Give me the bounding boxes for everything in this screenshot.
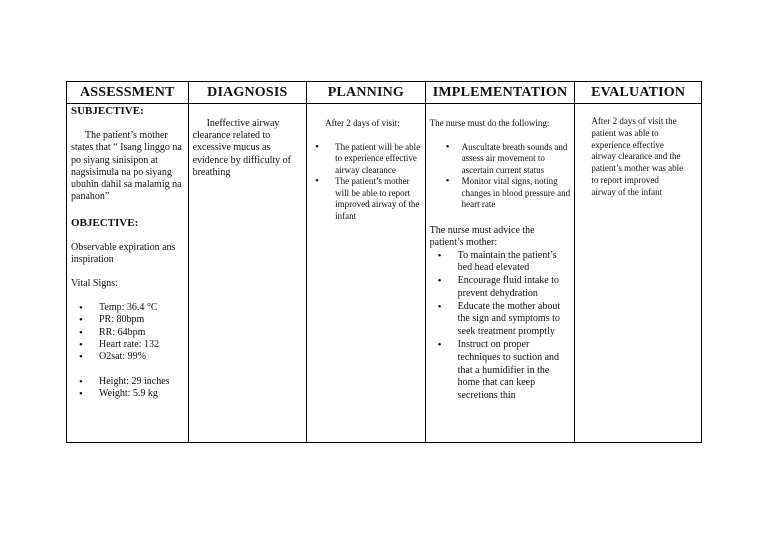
advice-item: • Instruct on proper techniques to suction and that a humidifier in the home that can keep secretions thin — [430, 339, 571, 403]
vital-heart-rate: • Heart rate: 132 — [71, 339, 184, 351]
vital-temp: • Temp: 36.4 °C — [71, 302, 184, 314]
measurement-weight: • Weight: 5.9 kg — [71, 388, 184, 400]
header-planning: PLANNING — [307, 82, 426, 104]
planning-intro: After 2 days of visit: — [325, 118, 400, 128]
assessment-cell — [67, 104, 189, 443]
content-row — [67, 104, 702, 443]
planning-cell — [307, 104, 426, 443]
vital-pr: • PR: 80bpm — [71, 314, 184, 326]
header-diagnosis: DIAGNOSIS — [188, 82, 307, 104]
header-assessment: ASSESSMENT — [67, 82, 189, 104]
diagnosis-cell — [188, 104, 307, 443]
implementation-cell — [425, 104, 575, 443]
subjective-label: SUBJECTIVE: — [71, 105, 144, 117]
advice-item: • Educate the mother about the sign and symptoms to seek treatment promptly — [430, 301, 571, 339]
header-row — [67, 82, 702, 104]
subjective-text: The patient’s mother states that “ Isang linggo na po siyang sinisipon at nagsisimula na po siyang ubuhin dahil sa malamig na panahon” — [71, 130, 182, 203]
advice-list — [430, 250, 571, 404]
implementation-intro: The nurse must do the following: — [429, 118, 550, 128]
planning-goal: • The patient will be able to experience effective airway clearance — [307, 142, 421, 177]
planning-goals-list — [307, 142, 421, 223]
vital-o2sat: • O2sat: 99% — [71, 351, 184, 363]
care-plan-table — [66, 81, 702, 443]
header-implementation: IMPLEMENTATION — [425, 82, 575, 104]
evaluation-text: After 2 days of visit the patient was able to experience effective airway clearance and the patient’s mother was able to report improved airway of the infant — [591, 116, 684, 197]
vital-rr: • RR: 64bpm — [71, 327, 184, 339]
vital-signs-label: Vital Signs: — [71, 278, 118, 290]
nurse-action: • Monitor vital signs, noting changes in blood pressure and heart rate — [430, 176, 571, 211]
advice-item: • Encourage fluid intake to prevent dehydration — [430, 275, 571, 301]
nurse-actions-list — [430, 142, 571, 211]
measurements-list — [71, 376, 184, 400]
advice-intro: The nurse must advice the patient’s mother: — [429, 224, 535, 248]
diagnosis-text: Ineffective airway clearance related to excessive mucus as evidence by difficulty of breathing — [192, 118, 291, 178]
vital-signs-list — [71, 302, 184, 363]
nurse-action: • Auscultate breath sounds and assess air movement to ascertain current status — [430, 142, 571, 177]
advice-item: • To maintain the patient’s bed head elevated — [430, 250, 571, 276]
measurement-height: • Height: 29 inches — [71, 376, 184, 388]
objective-text: Observable expiration ans inspiration — [71, 241, 176, 265]
planning-goal: • The patient’s mother will be able to report improved airway of the infant — [307, 176, 421, 222]
objective-label: OBJECTIVE: — [71, 217, 139, 230]
header-evaluation: EVALUATION — [575, 82, 702, 104]
evaluation-cell — [575, 104, 702, 443]
